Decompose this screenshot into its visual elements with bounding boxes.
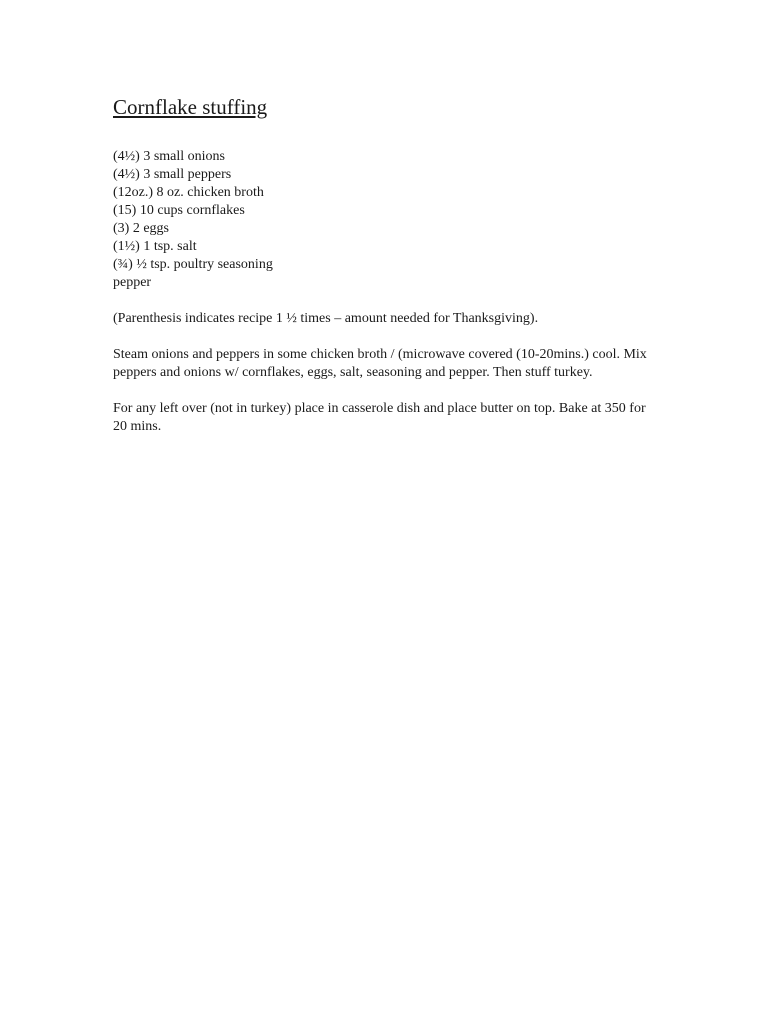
ingredient-item: (3) 2 eggs xyxy=(113,221,169,236)
leftover-instructions: For any left over (not in turkey) place in casserole dish and place butter on top. Bake at 350 for 20 mins. xyxy=(113,401,646,434)
scaling-note: (Parenthesis indicates recipe 1 ½ times – amount needed for Thanksgiving). xyxy=(113,311,539,326)
ingredient-item: (4½) 3 small peppers xyxy=(113,167,232,182)
document-page xyxy=(113,94,658,436)
page-title: Cornflake stuffing xyxy=(113,95,268,119)
ingredient-list xyxy=(113,148,658,292)
ingredient-item: pepper xyxy=(113,275,152,290)
preparation-steps: Steam onions and peppers in some chicken broth / (microwave covered (10-20mins.) cool. Mix peppers and onions w/ cornflakes, eggs, salt, seasoning and pepper. Then stuff turkey. xyxy=(113,347,647,380)
ingredient-item: (12oz.) 8 oz. chicken broth xyxy=(113,185,264,200)
ingredient-item: (1½) 1 tsp. salt xyxy=(113,239,197,254)
ingredient-item: (4½) 3 small onions xyxy=(113,149,225,164)
ingredient-item: (15) 10 cups cornflakes xyxy=(113,203,245,218)
ingredient-item: (¾) ½ tsp. poultry seasoning xyxy=(113,257,273,272)
